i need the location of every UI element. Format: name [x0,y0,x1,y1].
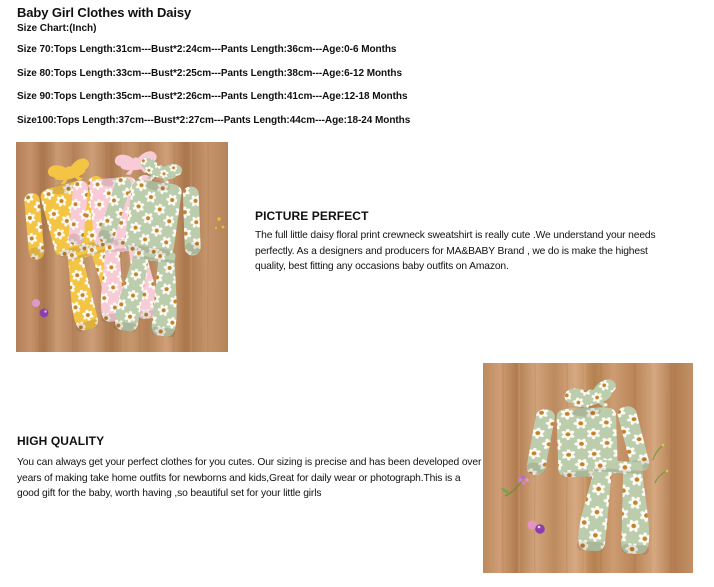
size-row-90: Size 90:Tops Length:35cm---Bust*2:26cm---Pants Length:41cm---Age:12-18 Months [17,91,408,102]
product-image-outfit-trio [16,142,228,352]
size-row-70: Size 70:Tops Length:31cm---Bust*2:24cm---Pants Length:36cm---Age:0-6 Months [17,44,397,55]
picture-perfect-body: The full little daisy floral print crewneck sweatshirt is really cute .We understand your needs perfectly. As a designers and producers for MA&BABY Brand , we do is make the highest quality, best fitting any occasions baby outfits on Amazon. [255,230,656,273]
size-row-100: Size100:Tops Length:37cm---Bust*2:27cm---Pants Length:44cm---Age:18-24 Months [17,115,411,126]
high-quality-body: You can always get your perfect clothes for you cutes. Our sizing is precise and has been developed over years of making take home outfits for newborns and kids,Great for daily wear or photograph.This is a good gift for the baby, worth having ,so beautiful set for your little girls [17,457,482,500]
product-title: Baby Girl Clothes with Daisy [17,5,192,20]
product-image-outfit-green [483,363,693,573]
size-row-80: Size 80:Tops Length:33cm---Bust*2:25cm---Pants Length:38cm---Age:6-12 Months [17,68,402,79]
high-quality-heading: HIGH QUALITY [17,434,105,448]
picture-perfect-heading: PICTURE PERFECT [255,209,369,223]
size-chart-label: Size Chart:(Inch) [17,23,97,34]
